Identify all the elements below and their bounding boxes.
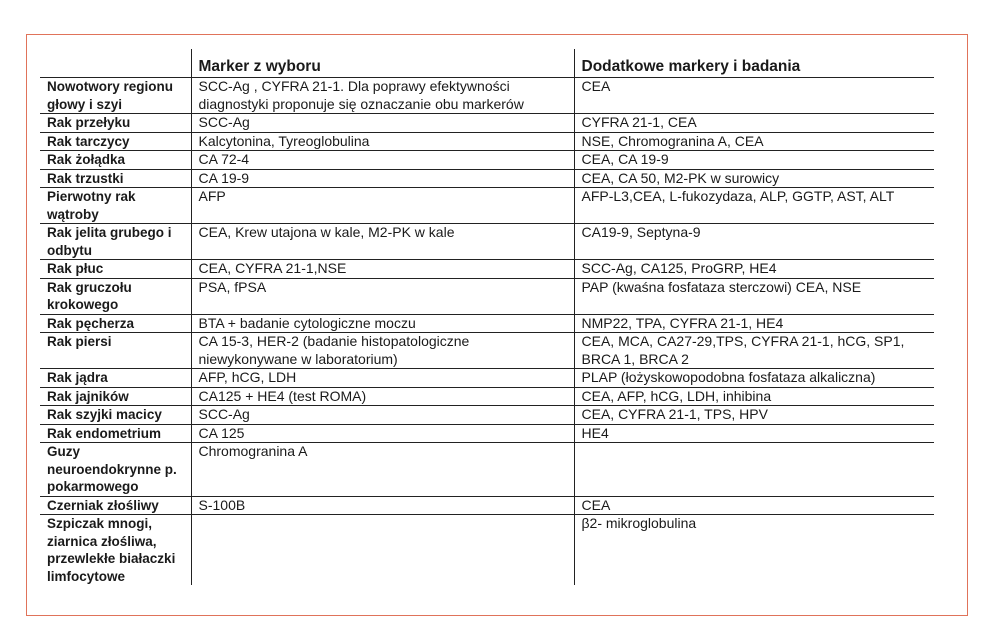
table-row [40,188,934,224]
disease-cell: Pierwotny rak wątroby [40,188,191,224]
additional-markers-cell: PLAP (łożyskowopodobna fosfataza alkaliczna) [574,369,934,388]
primary-marker-cell: CA 125 [191,424,574,443]
disease-cell: Rak trzustki [40,169,191,188]
table-row [40,114,934,133]
table-row [40,515,934,586]
primary-marker-cell: CEA, CYFRA 21-1,NSE [191,260,574,279]
table-row [40,151,934,170]
header-primary-marker: Marker z wyboru [191,49,574,78]
primary-marker-cell: SCC-Ag , CYFRA 21-1. Dla poprawy efektywności diagnostyki proponuje się oznaczanie obu markerów [191,78,574,114]
tumor-markers-table [40,49,934,585]
additional-markers-cell: CEA [574,496,934,515]
header-additional-markers: Dodatkowe markery i badania [574,49,934,78]
additional-markers-cell: SCC-Ag, CA125, ProGRP, HE4 [574,260,934,279]
table-row [40,78,934,114]
table-row [40,443,934,497]
disease-cell: Szpiczak mnogi, ziarnica złośliwa, przewlekłe białaczki limfocytowe [40,515,191,586]
additional-markers-cell: PAP (kwaśna fosfataza sterczowi) CEA, NSE [574,278,934,314]
disease-cell: Nowotwory regionu głowy i szyi [40,78,191,114]
table-row [40,406,934,425]
disease-cell: Rak żołądka [40,151,191,170]
primary-marker-cell: CA 19-9 [191,169,574,188]
additional-markers-cell: CEA, AFP, hCG, LDH, inhibina [574,387,934,406]
table-row [40,278,934,314]
primary-marker-cell: CA 72-4 [191,151,574,170]
primary-marker-cell [191,515,574,586]
additional-markers-cell: CEA, CA 50, M2-PK w surowicy [574,169,934,188]
primary-marker-cell: SCC-Ag [191,114,574,133]
disease-cell: Rak gruczołu krokowego [40,278,191,314]
table-row [40,224,934,260]
table-row [40,496,934,515]
disease-cell: Rak szyjki macicy [40,406,191,425]
disease-cell: Rak płuc [40,260,191,279]
additional-markers-cell: AFP-L3,CEA, L-fukozydaza, ALP, GGTP, AST, ALT [574,188,934,224]
disease-cell: Czerniak złośliwy [40,496,191,515]
additional-markers-cell: NMP22, TPA, CYFRA 21-1, HE4 [574,314,934,333]
header-disease [40,49,191,78]
primary-marker-cell: Chromogranina A [191,443,574,497]
primary-marker-cell: PSA, fPSA [191,278,574,314]
primary-marker-cell: CA125 + HE4 (test ROMA) [191,387,574,406]
table-row [40,260,934,279]
table-row [40,132,934,151]
primary-marker-cell: CA 15-3, HER-2 (badanie histopatologiczne niewykonywane w laboratorium) [191,333,574,369]
additional-markers-cell [574,443,934,497]
disease-cell: Rak tarczycy [40,132,191,151]
primary-marker-cell: AFP, hCG, LDH [191,369,574,388]
primary-marker-cell: Kalcytonina, Tyreoglobulina [191,132,574,151]
additional-markers-cell: CEA, MCA, CA27-29,TPS, CYFRA 21-1, hCG, SP1, BRCA 1, BRCA 2 [574,333,934,369]
disease-cell: Rak endometrium [40,424,191,443]
additional-markers-cell: CA19-9, Septyna-9 [574,224,934,260]
disease-cell: Rak jądra [40,369,191,388]
disease-cell: Guzy neuroendokrynne p. pokarmowego [40,443,191,497]
disease-cell: Rak jelita grubego i odbytu [40,224,191,260]
disease-cell: Rak jajników [40,387,191,406]
additional-markers-cell: CEA, CYFRA 21-1, TPS, HPV [574,406,934,425]
table-row [40,333,934,369]
table-row [40,169,934,188]
primary-marker-cell: BTA + badanie cytologiczne moczu [191,314,574,333]
primary-marker-cell: SCC-Ag [191,406,574,425]
primary-marker-cell: S-100B [191,496,574,515]
table-header-row [40,49,934,78]
table-row [40,314,934,333]
disease-cell: Rak pęcherza [40,314,191,333]
additional-markers-cell: CYFRA 21-1, CEA [574,114,934,133]
table-row [40,424,934,443]
disease-cell: Rak piersi [40,333,191,369]
additional-markers-cell: CEA [574,78,934,114]
additional-markers-cell: NSE, Chromogranina A, CEA [574,132,934,151]
primary-marker-cell: AFP [191,188,574,224]
additional-markers-cell: HE4 [574,424,934,443]
additional-markers-cell: CEA, CA 19-9 [574,151,934,170]
additional-markers-cell: β2- mikroglobulina [574,515,934,586]
disease-cell: Rak przełyku [40,114,191,133]
primary-marker-cell: CEA, Krew utajona w kale, M2-PK w kale [191,224,574,260]
table-row [40,387,934,406]
table-row [40,369,934,388]
